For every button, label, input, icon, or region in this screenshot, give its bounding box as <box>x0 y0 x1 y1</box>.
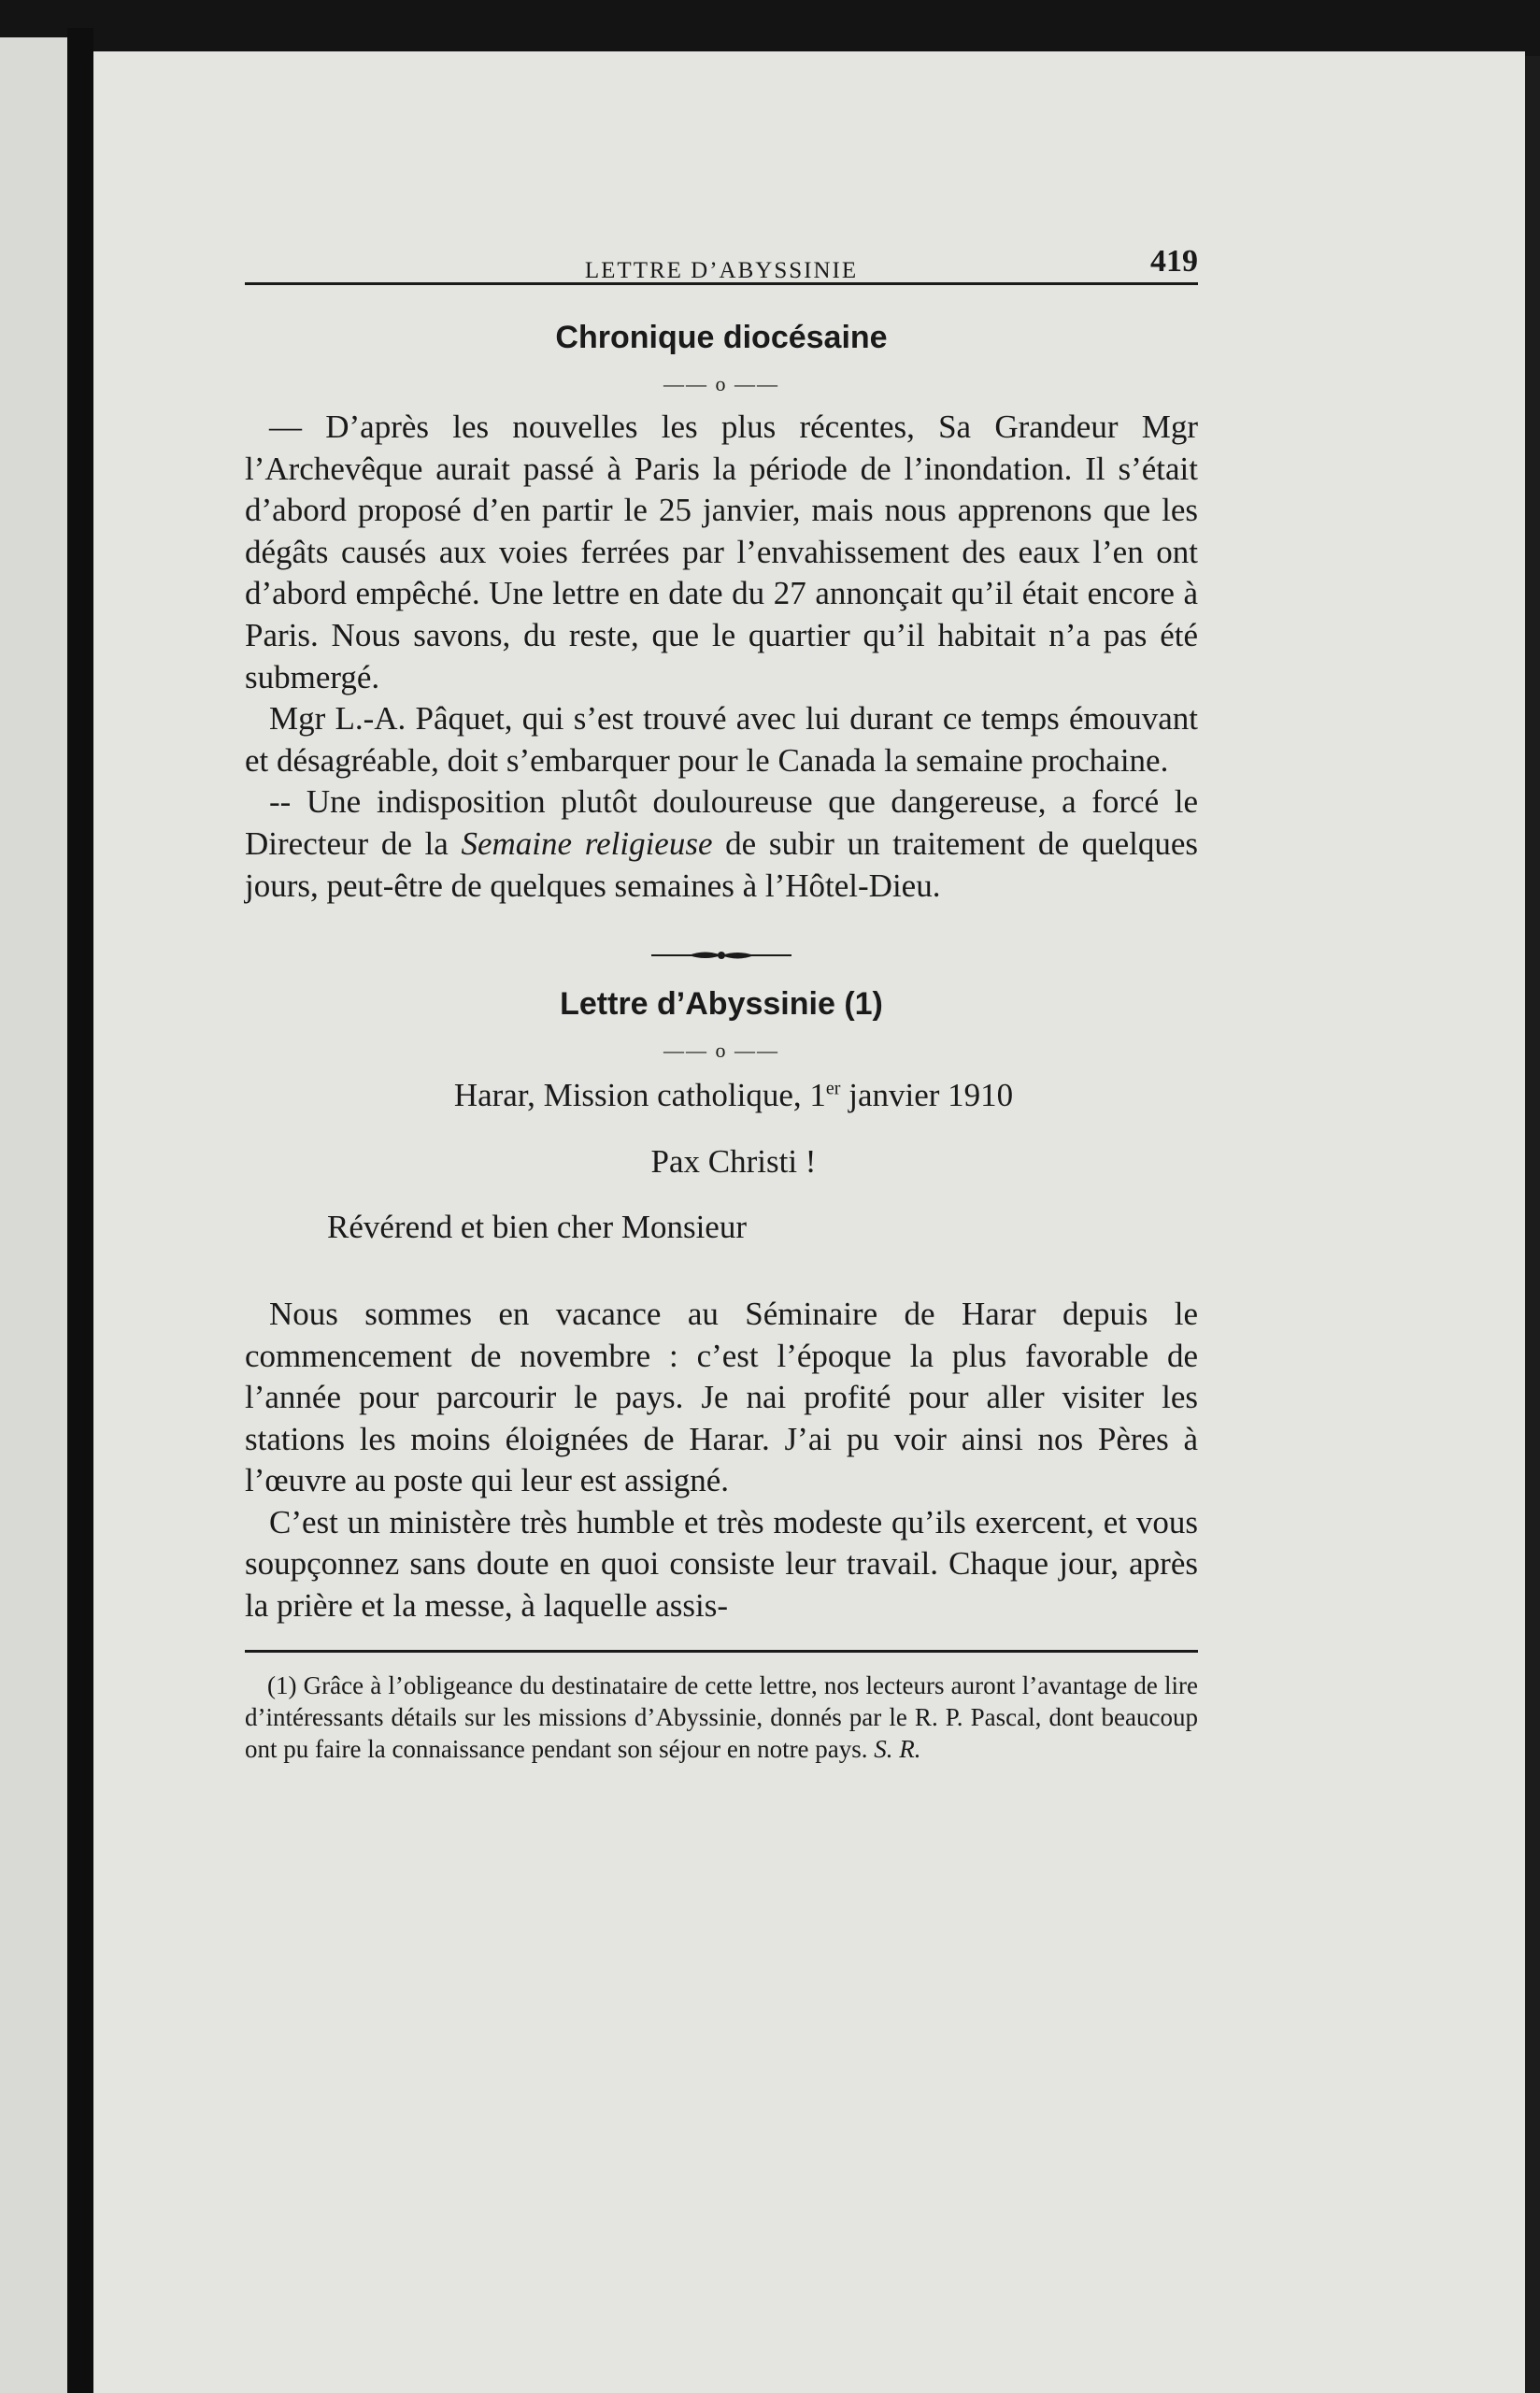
letter-title: Lettre d’Abyssinie (1) <box>560 986 883 1023</box>
letter-paragraph-1: Nous sommes en vacance au Séminaire de Harar depuis le commencement de novembre : c’est l’époque la plus favorable de l’année pour parcourir le pays. Je nai profité pour aller visiter les stations les moins éloignées de Harar. J’ai pu voir ainsi nos Pères à l’œuvre au poste qui leur est assigné. <box>245 1295 1198 1499</box>
letter-paragraph-2: C’est un ministère très humble et très modeste qu’ils exercent, et vous soupçonnez sans doute en quoi consiste leur travail. Chaque jour, après la prière et la messe, à laquelle assis- <box>245 1503 1198 1625</box>
footnote <box>245 1669 1198 1765</box>
page-content <box>245 234 1198 1765</box>
dateline-ordinal: er <box>825 1078 841 1099</box>
previous-page-edge <box>0 37 67 2393</box>
chronique-section <box>245 317 1198 907</box>
fleuron-divider <box>245 948 1198 963</box>
chronique-paragraph-3 <box>245 781 1198 907</box>
chronique-paragraph-1: — D’après les nouvelles les plus récentes, Sa Grandeur Mgr l’Archevêque aurait passé à Paris la période de l’inondation. Il s’était d’abord proposé d’en partir le 25 janvier, mais nous apprenons que les dégâts causés aux voies ferrées par l’envahissement des eaux l’en ont d’abord empêché. Une lettre en date du 27 annonçait qu’il était encore à Paris. Nous savons, du reste, que le quartier qu’il habitait n’a pas été submergé. <box>245 408 1198 695</box>
letter-ornament: —— o —— <box>663 1039 779 1063</box>
footnote-rule <box>245 1650 1198 1653</box>
chronique-paragraph-3-start: -- Une indisposition plutôt douloureuse que dangereuse, a forcé le Directeur de la <box>245 783 1198 862</box>
page-edge-shadow <box>1525 56 1540 2393</box>
page-number: 419 <box>1150 244 1198 279</box>
section-ornament: —— o —— <box>663 372 779 395</box>
footnote-text: (1) Grâce à l’obligeance du destinataire de cette lettre, nos lecteurs auront l’avantage de lire d’intéressants détails sur les missions d’Abyssinie, donnés par le R. P. Pascal, dont beaucoup ont pu faire la connaissance pendant son séjour en notre pays. <box>245 1670 1198 1763</box>
dateline-date: janvier 1910 <box>840 1077 1014 1114</box>
letter-greeting: Révérend et bien cher Monsieur <box>327 1209 748 1246</box>
chronique-paragraph-2: Mgr L.-A. Pâquet, qui s’est trouvé avec lui durant ce temps émouvant et désagréable, doit s’embarquer pour le Canada la semaine prochaine. <box>245 700 1198 779</box>
fleuron-ornament-icon <box>651 948 791 963</box>
running-title: LETTRE D’ABYSSINIE <box>584 258 859 283</box>
book-gutter <box>67 28 93 2393</box>
publication-title: Semaine religieuse <box>461 824 713 862</box>
letter-dateline <box>245 1075 1198 1117</box>
dateline-place: Harar, Mission catholique, 1 <box>453 1077 826 1114</box>
running-head <box>245 234 1198 283</box>
letter-section <box>245 983 1198 1627</box>
chronique-title: Chronique diocésaine <box>555 320 888 355</box>
chronique-paragraph-3-end: de subir un traitement de quelques jours, peut-être de quelques semaines à l’Hôtel-Dieu. <box>245 824 1198 904</box>
footnote-signature: S. R. <box>874 1734 921 1763</box>
letter-salutation: Pax Christi ! <box>650 1142 817 1180</box>
